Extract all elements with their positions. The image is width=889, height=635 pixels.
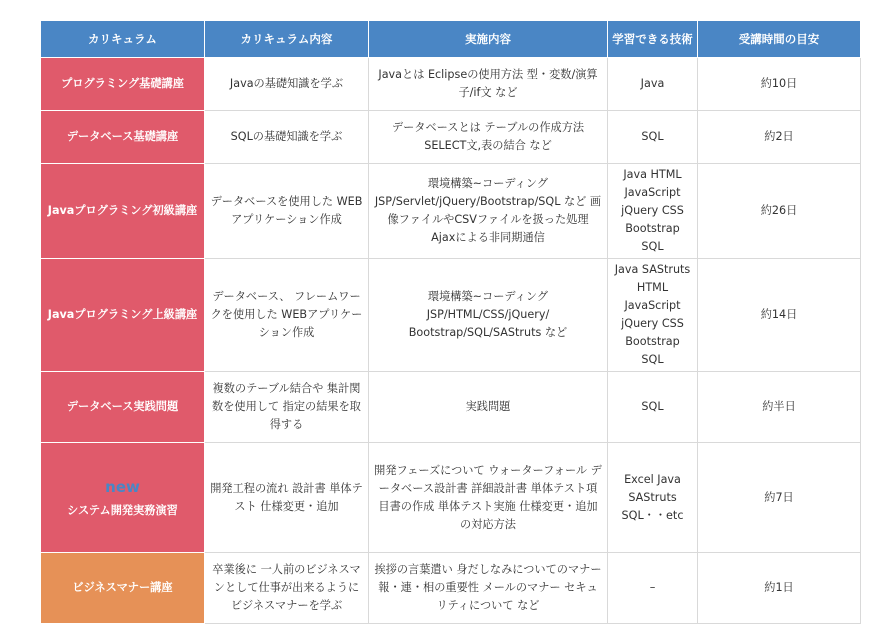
content-cell: SQLの基礎知識を学ぶ — [205, 111, 369, 164]
detail-cell: 開発フェーズについて ウォーターフォール データベース設計書 詳細設計書 単体テスト項目書の作成 単体テスト実施 仕様変更・追加の対応方法 — [369, 443, 608, 553]
content-cell: 複数のテーブル結合や 集計関数を使用して 指定の結果を取得する — [205, 372, 369, 443]
course-cell: プログラミング基礎講座 — [41, 58, 205, 111]
header-tech: 学習できる技術 — [608, 21, 698, 58]
detail-cell: データベースとは テーブルの作成方法 SELECT文,表の結合 など — [369, 111, 608, 164]
header-curriculum: カリキュラム — [41, 21, 205, 58]
time-cell: 約7日 — [698, 443, 861, 553]
course-cell: Javaプログラミング初級講座 — [41, 164, 205, 259]
table-row — [41, 443, 861, 553]
header-content: カリキュラム内容 — [205, 21, 369, 58]
table-row — [41, 58, 861, 111]
detail-cell: Javaとは Eclipseの使用方法 型・変数/演算子/if文 など — [369, 58, 608, 111]
tech-cell: – — [608, 553, 698, 624]
course-cell — [41, 443, 205, 553]
curriculum-table-container — [40, 20, 860, 624]
time-cell: 約1日 — [698, 553, 861, 624]
table-row — [41, 259, 861, 372]
content-cell: 開発工程の流れ 設計書 単体テスト 仕様変更・追加 — [205, 443, 369, 553]
course-cell: ビジネスマナー講座 — [41, 553, 205, 624]
course-label: システム開発実務演習 — [67, 503, 178, 517]
course-cell: データベース基礎講座 — [41, 111, 205, 164]
table-row — [41, 372, 861, 443]
detail-cell: 挨拶の言葉遣い 身だしなみについてのマナー 報・連・相の重要性 メールのマナー セキュリティについて など — [369, 553, 608, 624]
time-cell: 約14日 — [698, 259, 861, 372]
curriculum-table — [40, 20, 861, 624]
course-cell: Javaプログラミング上級講座 — [41, 259, 205, 372]
header-row — [41, 21, 861, 58]
header-time: 受講時間の目安 — [698, 21, 861, 58]
time-cell: 約2日 — [698, 111, 861, 164]
content-cell: データベース、 フレームワークを使用した WEBアプリケーション作成 — [205, 259, 369, 372]
content-cell: 卒業後に 一人前のビジネスマンとして仕事が出来るように ビジネスマナーを学ぶ — [205, 553, 369, 624]
tech-cell: Java SAStruts HTML JavaScript jQuery CSS Bootstrap SQL — [608, 259, 698, 372]
table-row — [41, 111, 861, 164]
detail-cell: 環境構築~コーディング JSP/HTML/CSS/jQuery/ Bootstrap/SQL/SAStruts など — [369, 259, 608, 372]
tech-cell: Java — [608, 58, 698, 111]
time-cell: 約半日 — [698, 372, 861, 443]
table-row — [41, 164, 861, 259]
time-cell: 約10日 — [698, 58, 861, 111]
detail-cell: 環境構築~コーディング JSP/Servlet/jQuery/Bootstrap/SQL など 画像ファイルやCSVファイルを扱った処理 Ajaxによる非同期通信 — [369, 164, 608, 259]
tech-cell: SQL — [608, 372, 698, 443]
table-row — [41, 553, 861, 624]
tech-cell: Java HTML JavaScript jQuery CSS Bootstrap SQL — [608, 164, 698, 259]
new-badge: new — [105, 477, 140, 496]
header-detail: 実施内容 — [369, 21, 608, 58]
time-cell: 約26日 — [698, 164, 861, 259]
content-cell: データベースを使用した WEBアプリケーション作成 — [205, 164, 369, 259]
tech-cell: SQL — [608, 111, 698, 164]
tech-cell: Excel Java SAStruts SQL・・etc — [608, 443, 698, 553]
course-cell: データベース実践問題 — [41, 372, 205, 443]
content-cell: Javaの基礎知識を学ぶ — [205, 58, 369, 111]
detail-cell: 実践問題 — [369, 372, 608, 443]
